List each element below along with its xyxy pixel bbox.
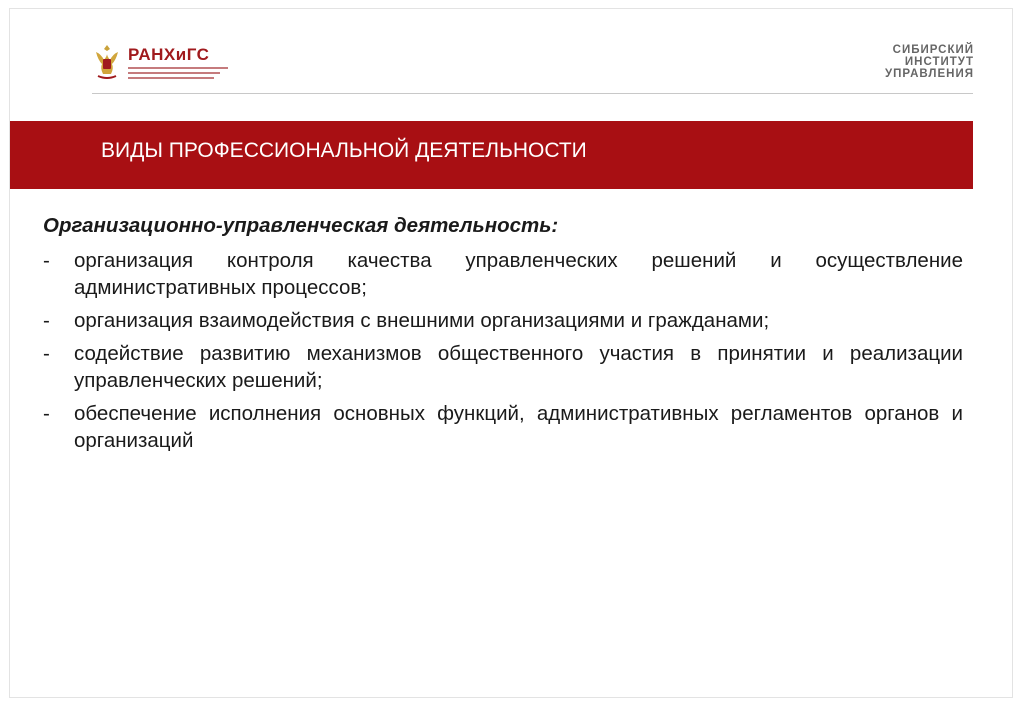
ranepa-logo bbox=[92, 40, 228, 84]
double-headed-eagle-emblem-icon bbox=[92, 42, 122, 82]
list-item-text: организация взаимодействия с внешними организациями и гражданами; bbox=[74, 309, 770, 332]
list-item bbox=[43, 247, 963, 301]
slide-title: ВИДЫ ПРОФЕССИОНАЛЬНОЙ ДЕЯТЕЛЬНОСТИ bbox=[101, 139, 587, 162]
list-dash: - bbox=[43, 309, 50, 332]
list-dash: - bbox=[43, 249, 50, 272]
logo-right-line: ИНСТИТУТ bbox=[904, 56, 974, 68]
logo-fine-print bbox=[128, 67, 228, 69]
section-subtitle: Организационно-управленческая деятельность: bbox=[43, 214, 559, 237]
list-item-text: содействие развитию механизмов общественного участия в принятии и реализации управленческих решений; bbox=[74, 342, 963, 392]
siberian-institute-logo bbox=[885, 44, 974, 80]
list-item-text: организация контроля качества управленческих решений и осуществление административных процессов; bbox=[74, 249, 963, 299]
list-item bbox=[43, 340, 963, 394]
list-item bbox=[43, 400, 963, 454]
logo-right-line: СИБИРСКИЙ bbox=[892, 44, 974, 56]
slide-content bbox=[43, 212, 963, 460]
list-item-text: обеспечение исполнения основных функций, административных регламентов органов и организаций bbox=[74, 402, 963, 452]
header-divider bbox=[92, 93, 973, 94]
logo-fine-print bbox=[128, 77, 214, 79]
logo-fine-print bbox=[128, 72, 220, 74]
logo-right-line: УПРАВЛЕНИЯ bbox=[885, 68, 974, 80]
list-dash: - bbox=[43, 342, 50, 365]
list-item bbox=[43, 307, 963, 334]
list-dash: - bbox=[43, 402, 50, 425]
ranepa-logo-text: РАНХиГС bbox=[128, 44, 210, 64]
